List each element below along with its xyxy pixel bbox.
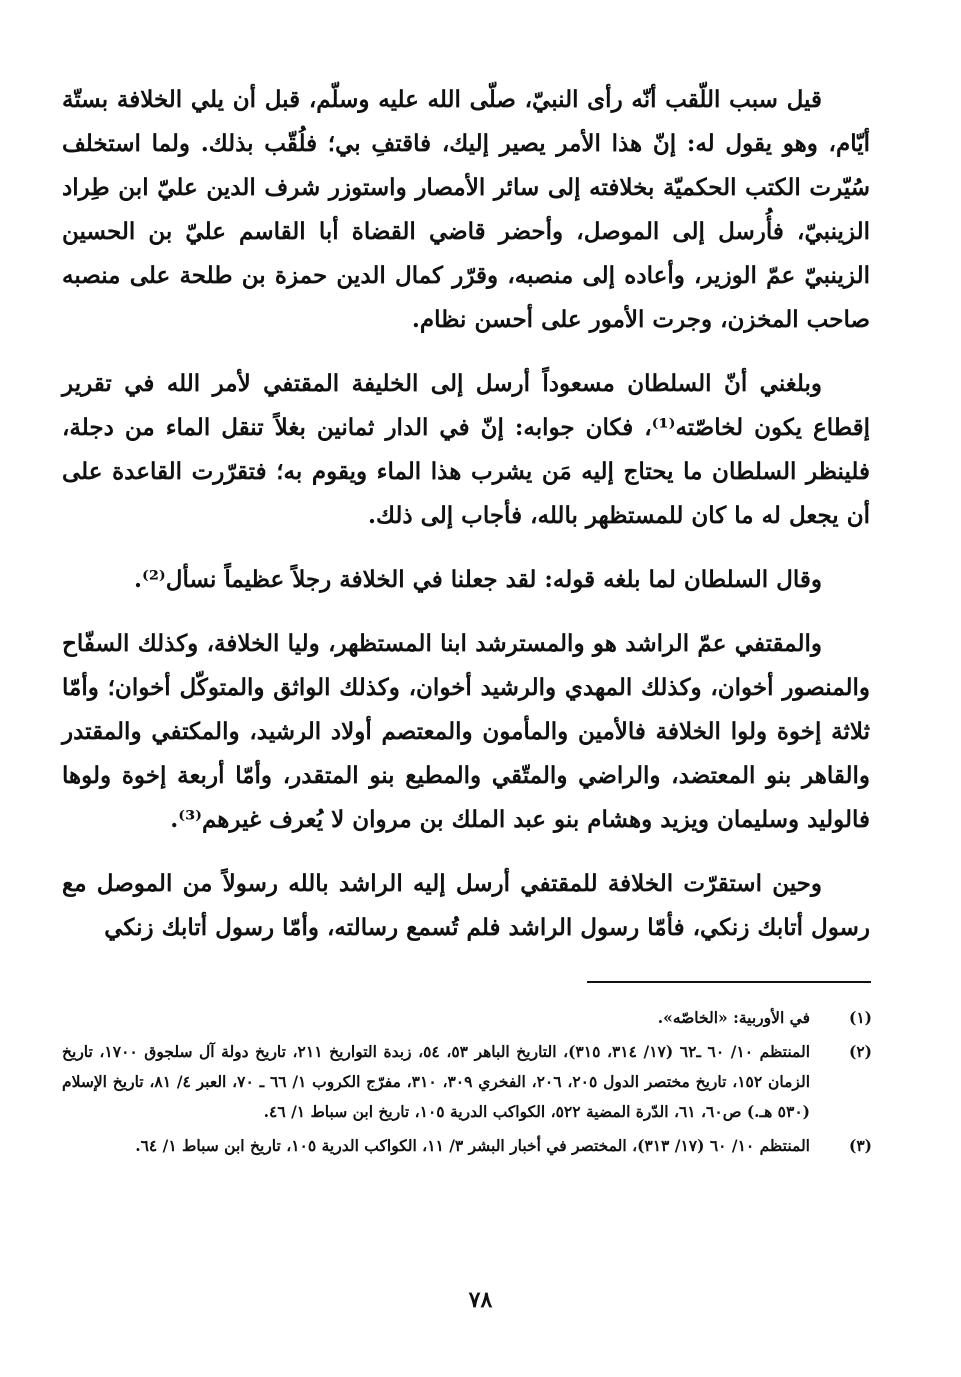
paragraph-1: قيل سبب اللّقب أنّه رأى النبيّ، صلّى الله عليه وسلّم، قبل أن يلي الخلافة بستّة أيّام، وهو يقول له: إنّ هذا الأمر يصير إليك، فاقتفِ بي؛ فلُقّب بذلك. ولما استخلف سُيّرت الكتب الحكميّة بخلافته إلى سائر الأمصار واستوزر شرف الدين عليّ ابن طِراد الزينبيّ، فأُرسل إلى الموصل، وأحضر قاضي القضاة أبا القاسم عليّ بن الحسين الزينبيّ عمّ الوزير، وأعاده إلى منصبه، وقرّر كمال الدين حمزة بن طلحة على منصبه صاحب المخزن، وجرت الأمور على أحسن نظام. <box>62 86 870 333</box>
footnote-number: (١) <box>848 1008 872 1027</box>
footnote-text: المنتظم ١٠/ ٦٠ (١٧/ ٣١٣)، المختصر في أخبار البشر ٣/ ١١، الكواكب الدرية ١٠٥، تاريخ ابن سباط ١/ ٦٤. <box>135 1136 810 1155</box>
main-text <box>62 78 870 950</box>
footnote-3 <box>62 1131 872 1161</box>
page-number: ٧٨ <box>468 1287 493 1313</box>
paragraph-5: وحين استقرّت الخلافة للمقتفي أرسل إليه الراشد بالله رسولاً من الموصل مع رسول أتابك زنكي، فأمّا رسول الراشد فلم تُسمع رسالته، وأمّا رسول أتابك زنكي <box>62 870 870 941</box>
footnote-number: (٢) <box>848 1042 872 1061</box>
footnote-text: المنتظم ١٠/ ٦٠ ـ٦٢ (١٧/ ٣١٤، ٣١٥)، التاريخ الباهر ٥٣، ٥٤، زبدة التواريخ ٢١١، تاريخ دولة آل سلجوق ١٧٠٠، تاريخ الزمان ١٥٢، تاريخ مختصر الدول ٢٠٥، ٢٠٦، الفخري ٣٠٩، ٣١٠، مفرّج الكروب ١/ ٦٦ ـ ٧٠، العبر ٤/ ٨١، تاريخ الإسلام (٥٣٠ هـ.) ص٦٠، ٦١، الدّرة المضية ٥٢٢، الكواكب الدرية ١٠٥، تاريخ ابن سباط ١/ ٤٦. <box>62 1042 811 1121</box>
footnote-number: (٣) <box>848 1136 872 1155</box>
paragraph-2: وبلغني أنّ السلطان مسعوداً أرسل إلى الخليفة المقتفي لأمر الله في تقرير إقطاع يكون لخاصّته⁽¹⁾، فكان جوابه: إنّ في الدار ثمانين بغلاً تنقل الماء من دجلة، فلينظر السلطان ما يحتاج إليه مَن يشرب هذا الماء ويقوم به؛ فتقرّرت القاعدة على أن يجعل له ما كان للمستظهر بالله، فأجاب إلى ذلك. <box>62 370 870 529</box>
footnotes <box>62 1003 872 1165</box>
paragraph-3: وقال السلطان لما بلغه قوله: لقد جعلنا في الخلافة رجلاً عظيماً نسأل⁽²⁾. <box>133 566 822 593</box>
footnote-separator <box>587 981 871 983</box>
footnote-1 <box>62 1003 872 1033</box>
footnote-text: في الأوربية: «الخاصّه». <box>657 1008 810 1027</box>
footnote-2 <box>62 1037 872 1127</box>
paragraph-4: والمقتفي عمّ الراشد هو والمسترشد ابنا المستظهر، وليا الخلافة، وكذلك السفّاح والمنصور أخوان، وكذلك المهدي والرشيد أخوان، وكذلك الواثق والمتوكّل أخوان؛ وأمّا ثلاثة إخوة ولوا الخلافة فالأمين والمأمون والمعتصم أولاد الرشيد، والمكتفي والمقتدر والقاهر بنو المعتضد، والراضي والمتّقي والمطيع بنو المتقدر، وأمّا أربعة إخوة ولوها فالوليد وسليمان ويزيد وهشام بنو عبد الملك بن مروان لا يُعرف غيرهم⁽³⁾. <box>62 630 871 833</box>
